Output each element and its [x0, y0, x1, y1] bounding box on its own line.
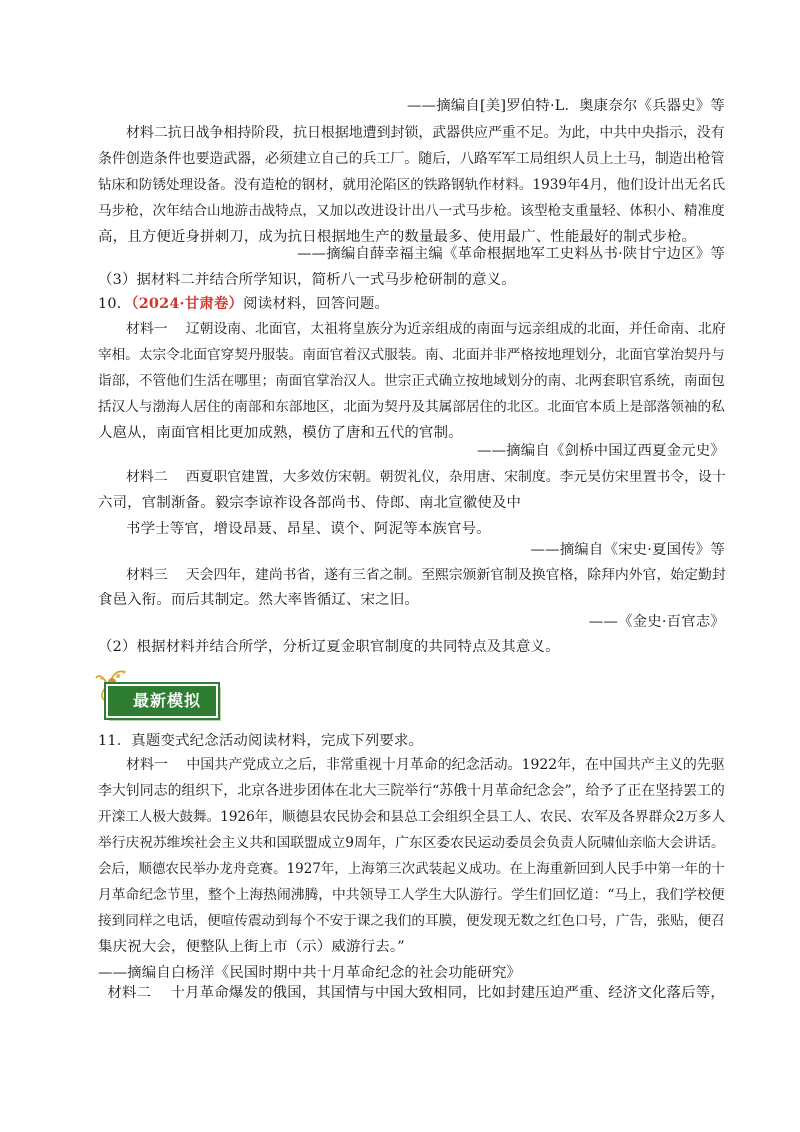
question-instruction: 阅读材料，回答问题。 — [243, 296, 390, 312]
paragraph-line: 材料三 天会四年，建尚书省，遂有三省之制。至熙宗颁新官制及换官格，除拜内外官，始定勤封 — [126, 567, 726, 583]
paragraph-line: 书学士等官，增设昂聂、昂星、谟个、阿泥等本族官号。 — [126, 521, 491, 537]
exam-source-tag: （2024·甘肃卷） — [131, 295, 244, 312]
paragraph-line: 集庆祝大会，便整队上街上市（示）威游行去。” — [98, 939, 405, 955]
paragraph-line: 月革命纪念节里，整个上海热闹沸腾，中共领导工人学生大队游行。学生们回忆道：“马上，我们学校便 — [98, 887, 725, 903]
paragraph-line: 诣部，不管他们生活在哪里；南面官掌治汉人。世宗正式确立按地域划分的南、北两套职官系统，南面包 — [98, 373, 725, 389]
paragraph-line: 人扈从，南面官相比更加成熟，模仿了唐和五代的官制。 — [98, 425, 463, 441]
question-prompt: （3）据材料二并结合所学知识，简析八一式马步枪研制的意义。 — [98, 272, 516, 288]
paragraph-line: 材料二抗日战争相持阶段，抗日根据地遭到封锁，武器供应严重不足。为此，中共中央指示，没有 — [126, 125, 725, 141]
paragraph-line: 条件创造条件也要造武器，必须建立自己的兵工厂。随后，八路军军工局组织人员上土马，制造出枪管 — [98, 151, 725, 167]
paragraph-line: 食邑入衔。而后其制定。然大率皆循辽、宋之旧。 — [98, 592, 419, 608]
source-citation: ——摘编自《宋史·夏国传》等 — [530, 542, 725, 558]
paragraph-line: 高，且方便近身拼刺刀，成为抗日根据地生产的数量最多、使用最广、性能最好的制式步枪。 — [98, 229, 697, 245]
paragraph-line: 六司，官制渐备。毅宗李谅祚设各部尚书、侍郎、南北宣徽使及中 — [98, 495, 522, 511]
paragraph-line: 开滦工人极大鼓舞。1926年，顺德县农民协会和县总工会组织全县工人、农民、农军及各界群众2万多人 — [98, 809, 726, 825]
question-heading: 11．真题变式纪念活动阅读材料，完成下列要求。 — [98, 733, 424, 749]
section-badge — [100, 672, 222, 720]
source-citation: 材料二 十月革命爆发的俄国，其国情与中国大致相同，比如封建压迫严重、经济文化落后等， — [107, 985, 725, 1001]
paragraph-line: 材料二 西夏职官建置，大多效仿宋朝。朝贺礼仪，杂用唐、宋制度。李元昊仿宋里置书令，设十 — [126, 469, 726, 485]
badge-label: 最新模拟 — [132, 691, 201, 710]
badge-box — [106, 684, 218, 718]
paragraph-line: 接到同样之电话，便喧传震动到每个不安于课之我们的耳膜，便发现无数之红色口号，广告，张贴，便召 — [98, 913, 725, 929]
paragraph-line: 括汉人与渤海人居住的南部和东部地区，北面为契丹及其属部居住的北区。北面官本质上是部落领袖的私 — [98, 399, 725, 415]
source-citation: ——摘编自[美]罗伯特·L．奥康奈尔《兵器史》等 — [407, 98, 725, 114]
paragraph-line: ——摘编自白杨洋《民国时期中共十月革命纪念的社会功能研究》 — [98, 965, 522, 981]
question-number: 10． — [98, 296, 132, 312]
paragraph-line: 李大钊同志的组织下，北京各进步团体在北大三院举行“苏俄十月革命纪念会”，给予了正在坚持罢工的 — [98, 783, 725, 799]
paragraph-line: 钻床和防锈处理设备。没有造枪的钢材，就用沦陷区的铁路钢轨作材料。1939年4月，他们设计出无名氏 — [98, 177, 726, 193]
paragraph-line: 马步枪，次年结合山地游击战特点，又加以改进设计出八一式马步枪。该型枪支重量轻、体积小、精准度 — [98, 203, 725, 219]
paragraph-line: 宰相。太宗令北面官穿契丹服装。南面官着汉式服装。南、北面并非严格按地理划分，北面官掌治契丹与 — [98, 347, 725, 363]
paragraph-line: 材料一 辽朝设南、北面官，太祖将皇族分为近亲组成的南面与远亲组成的北面，并任命南、北府 — [126, 321, 726, 337]
source-citation: ——摘编自《剑桥中国辽西夏金元史》 — [476, 443, 725, 459]
source-citation: ——摘编自薛幸福主编《革命根据地军工史料丛书·陕甘宁边区》等 — [297, 246, 725, 262]
paragraph-line: 举行庆祝苏维埃社会主义共和国联盟成立9周年，广东区委农民运动委员会负责人阮啸仙亲临大会讲话。 — [98, 835, 725, 851]
paragraph-line: 会后，顺德农民举办龙舟竞赛。1927年，上海第三次武装起义成功。在上海重新回到人民手中第一年的十 — [98, 861, 725, 877]
question-heading — [98, 294, 389, 314]
source-citation: ——《金史·百官志》 — [588, 614, 725, 630]
question-prompt: （2）根据材料并结合所学，分析辽夏金职官制度的共同特点及其意义。 — [98, 639, 560, 655]
paragraph-line: 材料一 中国共产党成立之后，非常重视十月革命的纪念活动。1922年，在中国共产主义的先驱 — [126, 757, 725, 773]
